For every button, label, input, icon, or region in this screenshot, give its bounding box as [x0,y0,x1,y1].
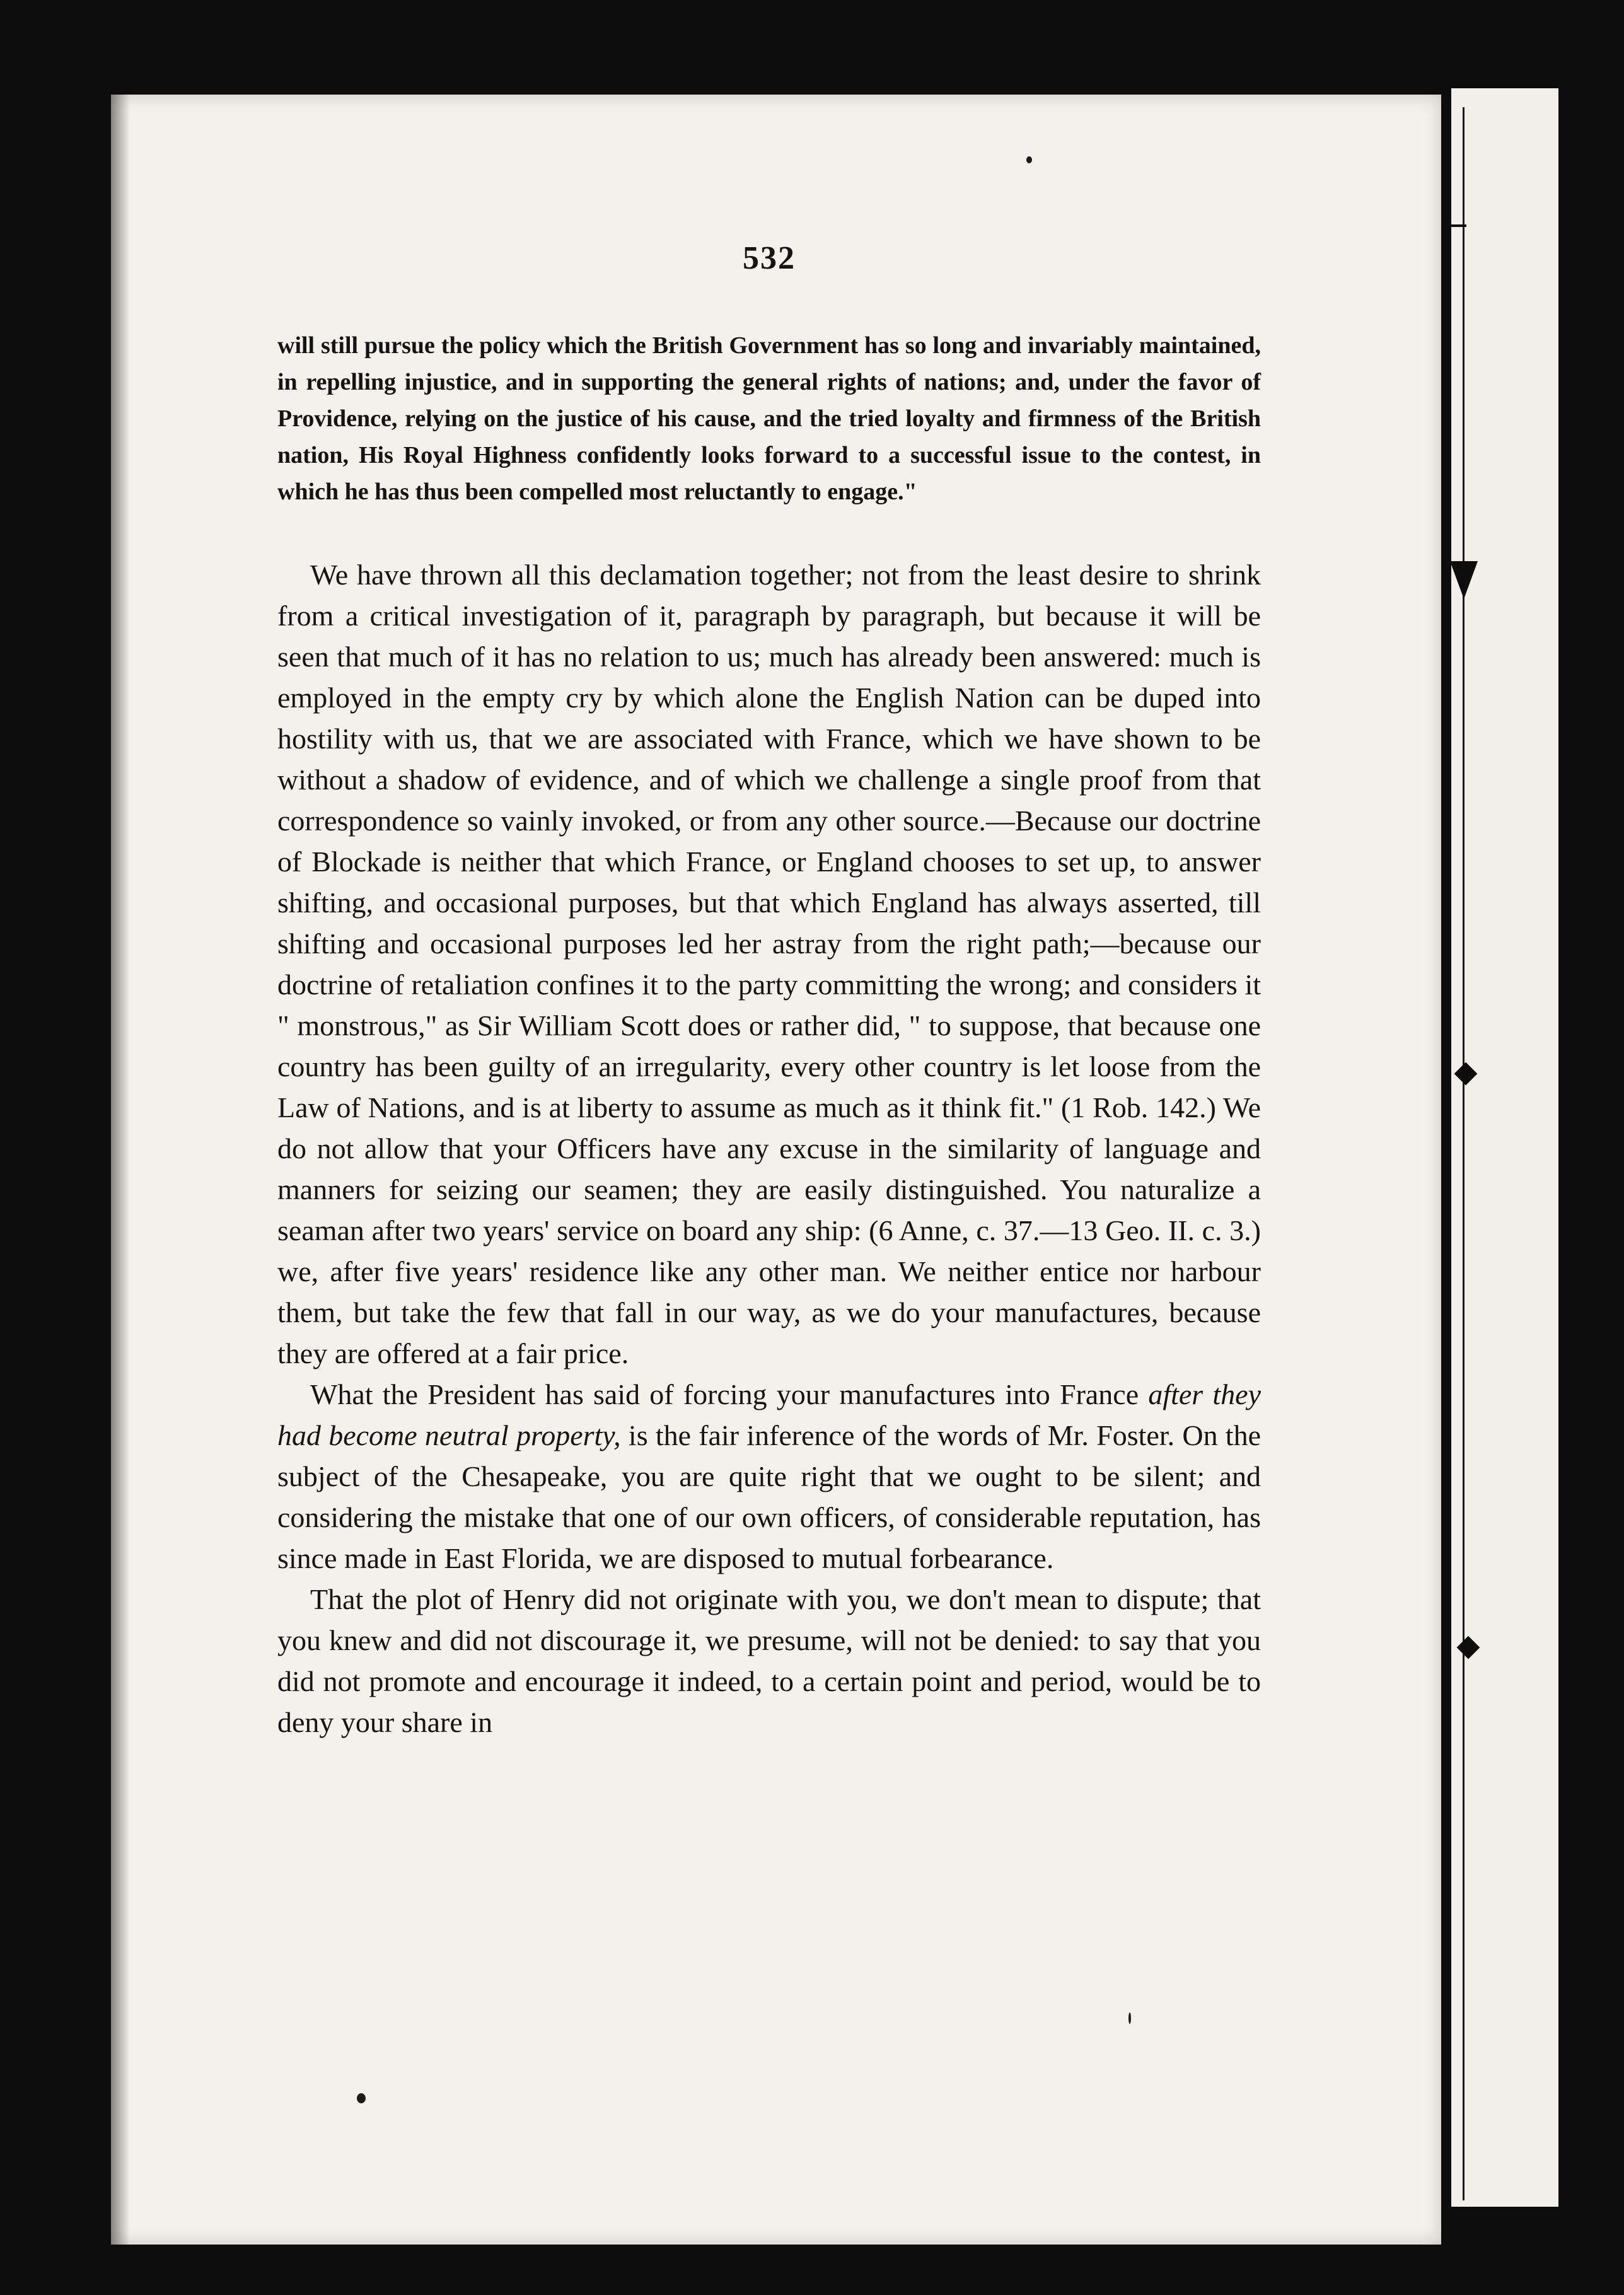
ink-speck [357,2093,366,2103]
binding-mark-triangle [1450,561,1478,599]
paragraph-2-end: is the fair inference of the words of Mr. Foster. On the subject of the Chesapeake, you are quite right that we ought to be silent; and considering the mistake that one of our own officers, of considerable reputation, has since made in East Florida, we are disposed to mutual forbearance. [277,1419,1261,1574]
binding-mark-tick [1447,224,1466,227]
page-text [277,227,1261,1743]
paragraph-3: That the plot of Henry did not originate with you, we don't mean to dispute; that you knew and did not discourage it, we presume, will not be denied: to say that you did not promote and encourage it indeed, to a certain point and period, would be to deny your share in [277,1583,1261,1738]
paragraph-2-start: What the President has said of forcing your manufactures into France [310,1378,1149,1410]
page-number: 532 [743,240,796,276]
quoted-declaration: will still pursue the policy which the British Government has so long and invariably maintained, in repelling injustice, and in supporting the general rights of nations; and, under the favor of Providence, relying on the justice of his cause, and the tried loyalty and firmness of the British nation, His Royal Highness confidently looks forward to a successful issue to the contest, in which he has thus been compelled most reluctantly to engage." [277,332,1261,505]
page-edge-shadow [111,95,130,2245]
paragraph-2 [277,1374,1261,1579]
ink-speck [1128,2013,1131,2024]
facing-page-rule [1463,107,1464,2200]
paragraph-2-italic: after they had become neutral property, [277,1378,1261,1451]
facing-page-edge [1451,88,1558,2207]
ink-speck [1026,156,1032,163]
paragraph-1: We have thrown all this declamation together; not from the least desire to shrink from a critical investigation of it, paragraph by paragraph, but because it will be seen that much of it has no relation to us; much has already been answered: much is employed in the empty cry by which alone the English Nation can be duped into hostility with us, that we are associated with France, which we have shown to be without a shadow of evidence, and of which we challenge a single proof from that correspondence so vainly invoked, or from any other source.—Because our doctrine of Blockade is neither that which France, or England chooses to set up, to answer shifting, and occasional purposes, but that which England has always asserted, till shifting and occasional purposes led her astray from the right path;—because our doctrine of retaliation confines it to the party committing the wrong; and considers it " monstrous," as Sir William Scott does or rather did, " to suppose, that because one country has been guilty of an irregularity, every other country is let loose from the Law of Nations, and is at liberty to assume as much as it think fit." (1 Rob. 142.) We do not allow that your Officers have any excuse in the similarity of language and manners for seizing our seamen; they are easily distinguished. You naturalize a seaman after two years' service on board any ship: (6 Anne, c. 37.—13 Geo. II. c. 3.) we, after five years' residence like any other man. We neither entice nor harbour them, but take the few that fall in our way, as we do your manufactures, because they are offered at a fair price. [277,559,1261,1369]
binding-gutter [1445,66,1451,2222]
